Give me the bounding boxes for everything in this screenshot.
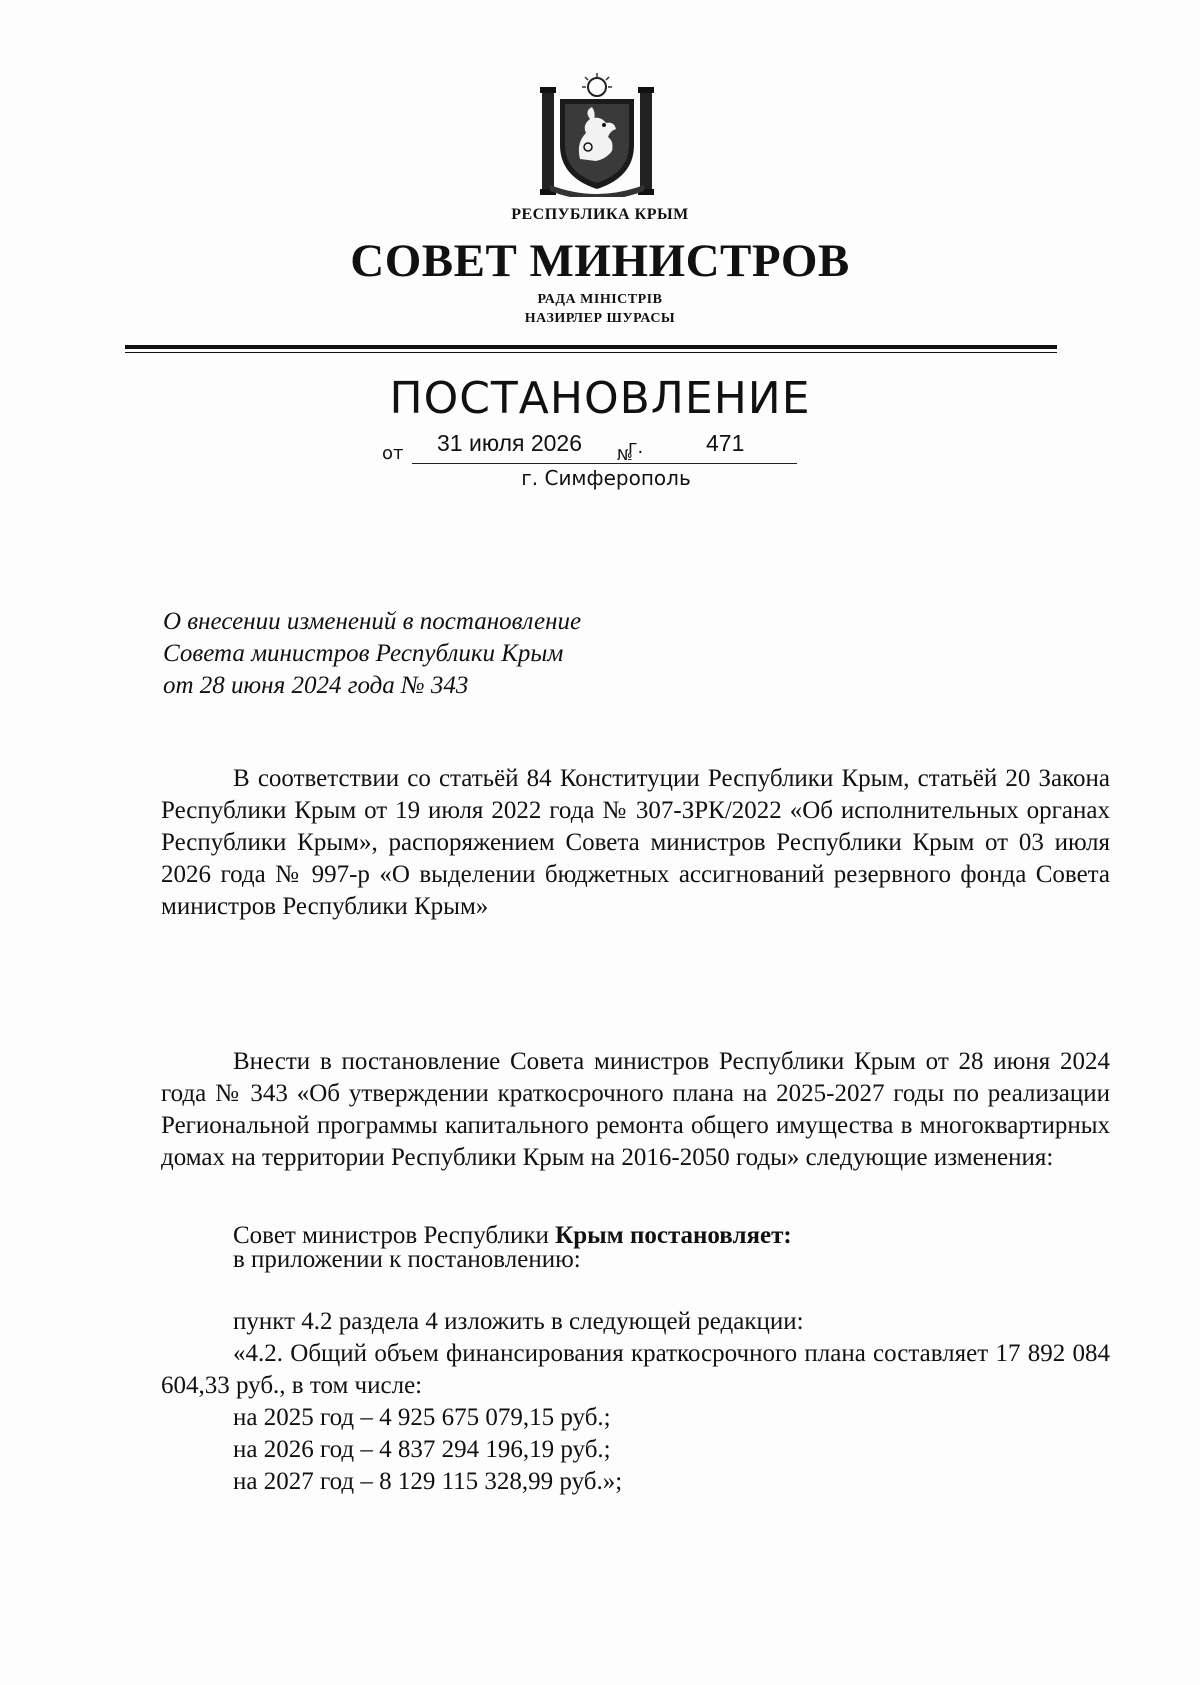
subject-line: от 28 июня 2024 года № 343 (163, 672, 469, 699)
header-council-ukrainian: РАДА МІНІСТРІВ (537, 292, 663, 307)
subject-line: О внесении изменений в постановление (163, 608, 582, 635)
subject-line: Совета министров Республики Крым (163, 640, 564, 667)
document-subject (163, 606, 581, 702)
document-number: 471 (706, 430, 745, 456)
financing-2026: на 2026 год – 4 837 294 196,19 руб.; (233, 1436, 611, 1463)
date-number-underline (412, 463, 797, 464)
financing-2025: на 2025 год – 4 925 675 079,15 руб.; (233, 1404, 611, 1431)
header-rule-thin (125, 352, 1057, 353)
header-council-title: СОВЕТ МИНИСТРОВ (350, 235, 850, 287)
resolve-text: Совет министров Республики (233, 1222, 556, 1249)
header-rule-thick (125, 345, 1057, 349)
header-republic: РЕСПУБЛИКА КРЫМ (511, 206, 689, 223)
quoted-clause: «4.2. Общий объем финансирования краткосрочного плана составляет 17 892 084 604,33 руб., в том числе: (161, 1340, 1110, 1399)
crimea-coat-of-arms-icon (540, 73, 654, 197)
appendix-paragraph: в приложении к постановлению: (233, 1246, 581, 1273)
header-council-crimean-tatar: НАЗИРЛЕР ШУРАСЫ (524, 311, 676, 326)
financing-2027: на 2027 год – 8 129 115 328,99 руб.»; (233, 1468, 623, 1495)
document-city: г. Симферополь (521, 466, 691, 490)
document-type-title: ПОСТАНОВЛЕНИЕ (389, 373, 811, 424)
date-prefix: от (382, 443, 404, 464)
decree-paragraph: Внести в постановление Совета министров Республики Крым от 28 июня 2024 года № 343 «Об утверждении краткосрочного плана на 2025-2027 годы по реализации Региональной программы капитального ремонта общего имущества в многоквартирных домах на территории Республики Крым на 2016-2050 годы» следующие изменения: (161, 1048, 1110, 1171)
clause-paragraph: пункт 4.2 раздела 4 изложить в следующей редакции: (233, 1308, 804, 1335)
year-suffix: г. (628, 437, 644, 458)
legal-basis-paragraph: В соответствии со статьёй 84 Конституции Республики Крым, статьёй 20 Закона Республики Крым от 19 июля 2022 года № 307-ЗРК/2022 «Об исполнительных органах Республики Крым», распоряжением Совета министров Республики Крым от 03 июля 2026 года № 997-р «О выделении бюджетных ассигнований резервного фонда Совета министров Республики Крым» (161, 765, 1110, 920)
number-sign: № (617, 446, 633, 464)
document-date: 31 июля 2026 (437, 430, 582, 456)
resolve-text-bold: Крым постановляет: (555, 1222, 792, 1249)
